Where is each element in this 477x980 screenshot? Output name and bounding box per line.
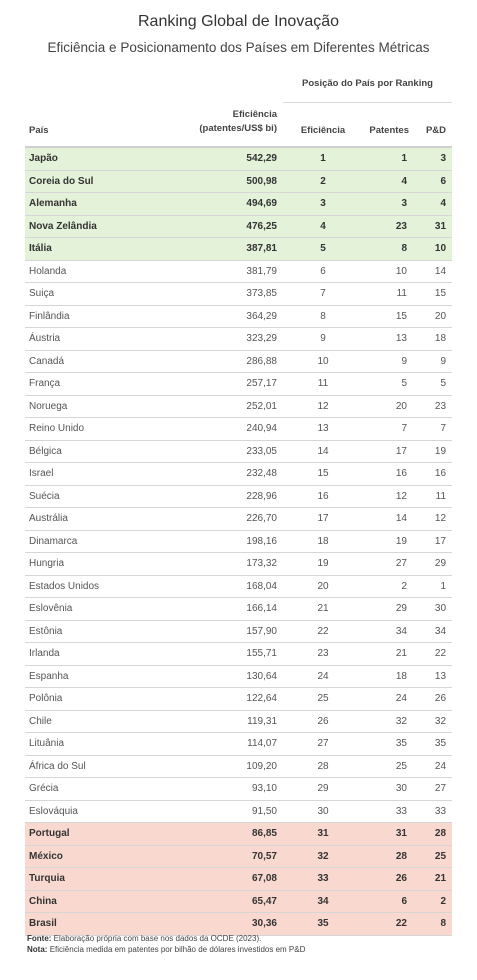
table-row [25,373,452,396]
table-row [25,305,452,328]
rank-efficiency-cell: 21 [283,598,363,621]
country-cell: Irlanda [25,643,143,666]
efficiency-cell: 252,01 [143,395,283,418]
table-row [25,463,452,486]
country-cell: Grécia [25,778,143,801]
rank-rd-cell: 14 [415,260,452,283]
rank-rd-cell: 1 [415,575,452,598]
rank-patents-cell: 11 [363,283,415,306]
efficiency-cell: 173,32 [143,553,283,576]
table-row [25,890,452,913]
rank-efficiency-cell: 4 [283,215,363,238]
country-cell: Finlândia [25,305,143,328]
efficiency-cell: 476,25 [143,215,283,238]
rank-patents-cell: 22 [363,913,415,936]
efficiency-cell: 109,20 [143,755,283,778]
source-note [27,933,305,944]
efficiency-cell: 168,04 [143,575,283,598]
table-row [25,147,452,170]
rank-efficiency-cell: 20 [283,575,363,598]
rank-efficiency-cell: 3 [283,193,363,216]
efficiency-cell: 323,29 [143,328,283,351]
table-row [25,643,452,666]
rank-patents-cell: 10 [363,260,415,283]
rank-patents-cell: 7 [363,418,415,441]
rank-rd-cell: 4 [415,193,452,216]
country-cell: México [25,845,143,868]
table-row [25,845,452,868]
table-row [25,665,452,688]
rank-patents-cell: 1 [363,147,415,170]
country-cell: Chile [25,710,143,733]
table-row [25,418,452,441]
rank-rd-cell: 31 [415,215,452,238]
rank-efficiency-cell: 32 [283,845,363,868]
rank-efficiency-cell: 1 [283,147,363,170]
rank-rd-cell: 28 [415,823,452,846]
rank-patents-cell: 17 [363,440,415,463]
rank-patents-cell: 27 [363,553,415,576]
efficiency-cell: 114,07 [143,733,283,756]
country-cell: Israel [25,463,143,486]
rank-patents-cell: 3 [363,193,415,216]
rank-rd-cell: 34 [415,620,452,643]
rank-efficiency-cell: 31 [283,823,363,846]
table-row [25,620,452,643]
rank-rd-cell: 32 [415,710,452,733]
rank-rd-cell: 16 [415,463,452,486]
rank-rd-cell: 25 [415,845,452,868]
rank-rd-cell: 11 [415,485,452,508]
rank-rd-cell: 10 [415,238,452,261]
source-text: Elaboração própria com base nos dados da OCDE (2023). [53,934,262,943]
rank-efficiency-cell: 16 [283,485,363,508]
rank-efficiency-cell: 17 [283,508,363,531]
column-header-rank-rd: P&D [425,125,447,136]
efficiency-header-line2: (patentes/US$ bi) [199,123,277,134]
rank-rd-cell: 33 [415,800,452,823]
efficiency-cell: 494,69 [143,193,283,216]
efficiency-cell: 122,64 [143,688,283,711]
table-row [25,598,452,621]
country-cell: Coreia do Sul [25,170,143,193]
efficiency-cell: 155,71 [143,643,283,666]
rank-rd-cell: 27 [415,778,452,801]
rank-efficiency-cell: 23 [283,643,363,666]
country-cell: Canadá [25,350,143,373]
page-subtitle: Eficiência e Posicionamento dos Países em Diferentes Métricas [47,40,430,55]
rank-efficiency-cell: 19 [283,553,363,576]
column-header-rank-efficiency: Eficiência [300,125,346,136]
table-row [25,440,452,463]
source-label: Fonte: [27,934,52,943]
rank-patents-cell: 4 [363,170,415,193]
rank-patents-cell: 18 [363,665,415,688]
rank-efficiency-cell: 24 [283,665,363,688]
country-cell: Nova Zelândia [25,215,143,238]
table-row [25,193,452,216]
rank-patents-cell: 6 [363,890,415,913]
efficiency-cell: 67,08 [143,868,283,891]
country-cell: Japão [25,147,143,170]
table-row [25,260,452,283]
efficiency-cell: 364,29 [143,305,283,328]
table-notes [27,933,305,955]
country-cell: Suécia [25,485,143,508]
efficiency-cell: 166,14 [143,598,283,621]
rank-efficiency-cell: 26 [283,710,363,733]
table-row [25,238,452,261]
rank-patents-cell: 2 [363,575,415,598]
note-text: Eficiência medida em patentes por bilhão de dólares investidos em P&D [49,945,306,954]
efficiency-cell: 232,48 [143,463,283,486]
table-row [25,553,452,576]
rank-patents-cell: 35 [363,733,415,756]
rank-rd-cell: 26 [415,688,452,711]
rank-patents-cell: 15 [363,305,415,328]
country-cell: Hungria [25,553,143,576]
efficiency-cell: 233,05 [143,440,283,463]
efficiency-cell: 198,16 [143,530,283,553]
efficiency-cell: 228,96 [143,485,283,508]
table-row [25,170,452,193]
efficiency-cell: 65,47 [143,890,283,913]
country-cell: Alemanha [25,193,143,216]
country-cell: Holanda [25,260,143,283]
rank-patents-cell: 31 [363,823,415,846]
table-row [25,710,452,733]
rank-rd-cell: 12 [415,508,452,531]
rank-efficiency-cell: 12 [283,395,363,418]
rank-efficiency-cell: 25 [283,688,363,711]
rank-patents-cell: 16 [363,463,415,486]
country-cell: Estônia [25,620,143,643]
rank-efficiency-cell: 13 [283,418,363,441]
country-cell: Reino Unido [25,418,143,441]
rank-efficiency-cell: 35 [283,913,363,936]
rank-rd-cell: 18 [415,328,452,351]
rank-rd-cell: 5 [415,373,452,396]
country-cell: África do Sul [25,755,143,778]
rank-rd-cell: 15 [415,283,452,306]
efficiency-cell: 226,70 [143,508,283,531]
table-row [25,913,452,936]
column-header-efficiency [143,64,283,147]
rank-patents-cell: 12 [363,485,415,508]
rank-patents-cell: 26 [363,868,415,891]
rank-rd-cell: 2 [415,890,452,913]
country-cell: Portugal [25,823,143,846]
country-cell: Dinamarca [25,530,143,553]
efficiency-cell: 70,57 [143,845,283,868]
table-row [25,508,452,531]
country-cell: Lituânia [25,733,143,756]
efficiency-cell: 542,29 [143,147,283,170]
rank-efficiency-cell: 29 [283,778,363,801]
country-cell: Eslovênia [25,598,143,621]
rank-rd-cell: 22 [415,643,452,666]
country-cell: Turquia [25,868,143,891]
rank-rd-cell: 9 [415,350,452,373]
efficiency-cell: 130,64 [143,665,283,688]
country-cell: Áustria [25,328,143,351]
rank-rd-cell: 3 [415,147,452,170]
efficiency-cell: 373,85 [143,283,283,306]
rank-efficiency-cell: 27 [283,733,363,756]
country-cell: Brasil [25,913,143,936]
rank-efficiency-cell: 7 [283,283,363,306]
rank-rd-cell: 35 [415,733,452,756]
table-row [25,575,452,598]
table-row [25,778,452,801]
table-row [25,688,452,711]
rank-patents-cell: 25 [363,755,415,778]
table-row [25,530,452,553]
rank-patents-cell: 9 [363,350,415,373]
rank-rd-cell: 13 [415,665,452,688]
efficiency-cell: 119,31 [143,710,283,733]
rank-patents-cell: 19 [363,530,415,553]
rank-patents-cell: 23 [363,215,415,238]
country-cell: França [25,373,143,396]
rank-efficiency-cell: 2 [283,170,363,193]
table-row [25,823,452,846]
table-body [25,147,452,935]
country-cell: Bélgica [25,440,143,463]
efficiency-cell: 93,10 [143,778,283,801]
note-label: Nota: [27,945,48,954]
ranking-table [25,64,452,936]
table-header [25,64,452,147]
rank-patents-cell: 28 [363,845,415,868]
table-row [25,215,452,238]
rank-efficiency-cell: 6 [283,260,363,283]
efficiency-cell: 387,81 [143,238,283,261]
rank-patents-cell: 29 [363,598,415,621]
rank-patents-cell: 32 [363,710,415,733]
rank-rd-cell: 7 [415,418,452,441]
efficiency-cell: 157,90 [143,620,283,643]
rank-efficiency-cell: 18 [283,530,363,553]
rank-patents-cell: 20 [363,395,415,418]
table-row [25,800,452,823]
rank-efficiency-cell: 30 [283,800,363,823]
country-cell: Itália [25,238,143,261]
efficiency-cell: 286,88 [143,350,283,373]
efficiency-header-line1: Eficiência [232,109,277,120]
rank-efficiency-cell: 15 [283,463,363,486]
rank-rd-cell: 17 [415,530,452,553]
country-cell: Polônia [25,688,143,711]
rank-patents-cell: 5 [363,373,415,396]
table-row [25,485,452,508]
column-header-country: País [29,125,49,136]
rank-rd-cell: 8 [415,913,452,936]
table-row [25,328,452,351]
rank-efficiency-cell: 28 [283,755,363,778]
column-header-rank-patents: Patentes [369,125,409,136]
rank-rd-cell: 21 [415,868,452,891]
efficiency-cell: 381,79 [143,260,283,283]
efficiency-cell: 500,98 [143,170,283,193]
rank-patents-cell: 14 [363,508,415,531]
table-row [25,755,452,778]
rank-rd-cell: 24 [415,755,452,778]
rank-patents-cell: 13 [363,328,415,351]
country-cell: Espanha [25,665,143,688]
column-group-header-ranking: Posição do País por Ranking [283,64,452,103]
rank-efficiency-cell: 22 [283,620,363,643]
rank-efficiency-cell: 10 [283,350,363,373]
rank-patents-cell: 8 [363,238,415,261]
country-cell: Austrália [25,508,143,531]
rank-patents-cell: 34 [363,620,415,643]
table-row [25,868,452,891]
efficiency-cell: 30,36 [143,913,283,936]
rank-rd-cell: 20 [415,305,452,328]
rank-rd-cell: 29 [415,553,452,576]
rank-efficiency-cell: 5 [283,238,363,261]
page-title: Ranking Global de Inovação [137,13,340,30]
country-cell: Estados Unidos [25,575,143,598]
efficiency-cell: 86,85 [143,823,283,846]
rank-efficiency-cell: 34 [283,890,363,913]
efficiency-cell: 91,50 [143,800,283,823]
country-cell: Suiça [25,283,143,306]
country-cell: Noruega [25,395,143,418]
table-row [25,350,452,373]
rank-efficiency-cell: 14 [283,440,363,463]
rank-patents-cell: 21 [363,643,415,666]
country-cell: China [25,890,143,913]
table-row [25,733,452,756]
table-row [25,395,452,418]
rank-rd-cell: 23 [415,395,452,418]
rank-patents-cell: 33 [363,800,415,823]
efficiency-cell: 240,94 [143,418,283,441]
efficiency-cell: 257,17 [143,373,283,396]
footnote [27,944,305,955]
rank-rd-cell: 19 [415,440,452,463]
rank-efficiency-cell: 33 [283,868,363,891]
rank-efficiency-cell: 8 [283,305,363,328]
rank-patents-cell: 24 [363,688,415,711]
rank-efficiency-cell: 9 [283,328,363,351]
table-row [25,283,452,306]
rank-rd-cell: 30 [415,598,452,621]
country-cell: Eslováquia [25,800,143,823]
rank-efficiency-cell: 11 [283,373,363,396]
rank-rd-cell: 6 [415,170,452,193]
rank-patents-cell: 30 [363,778,415,801]
